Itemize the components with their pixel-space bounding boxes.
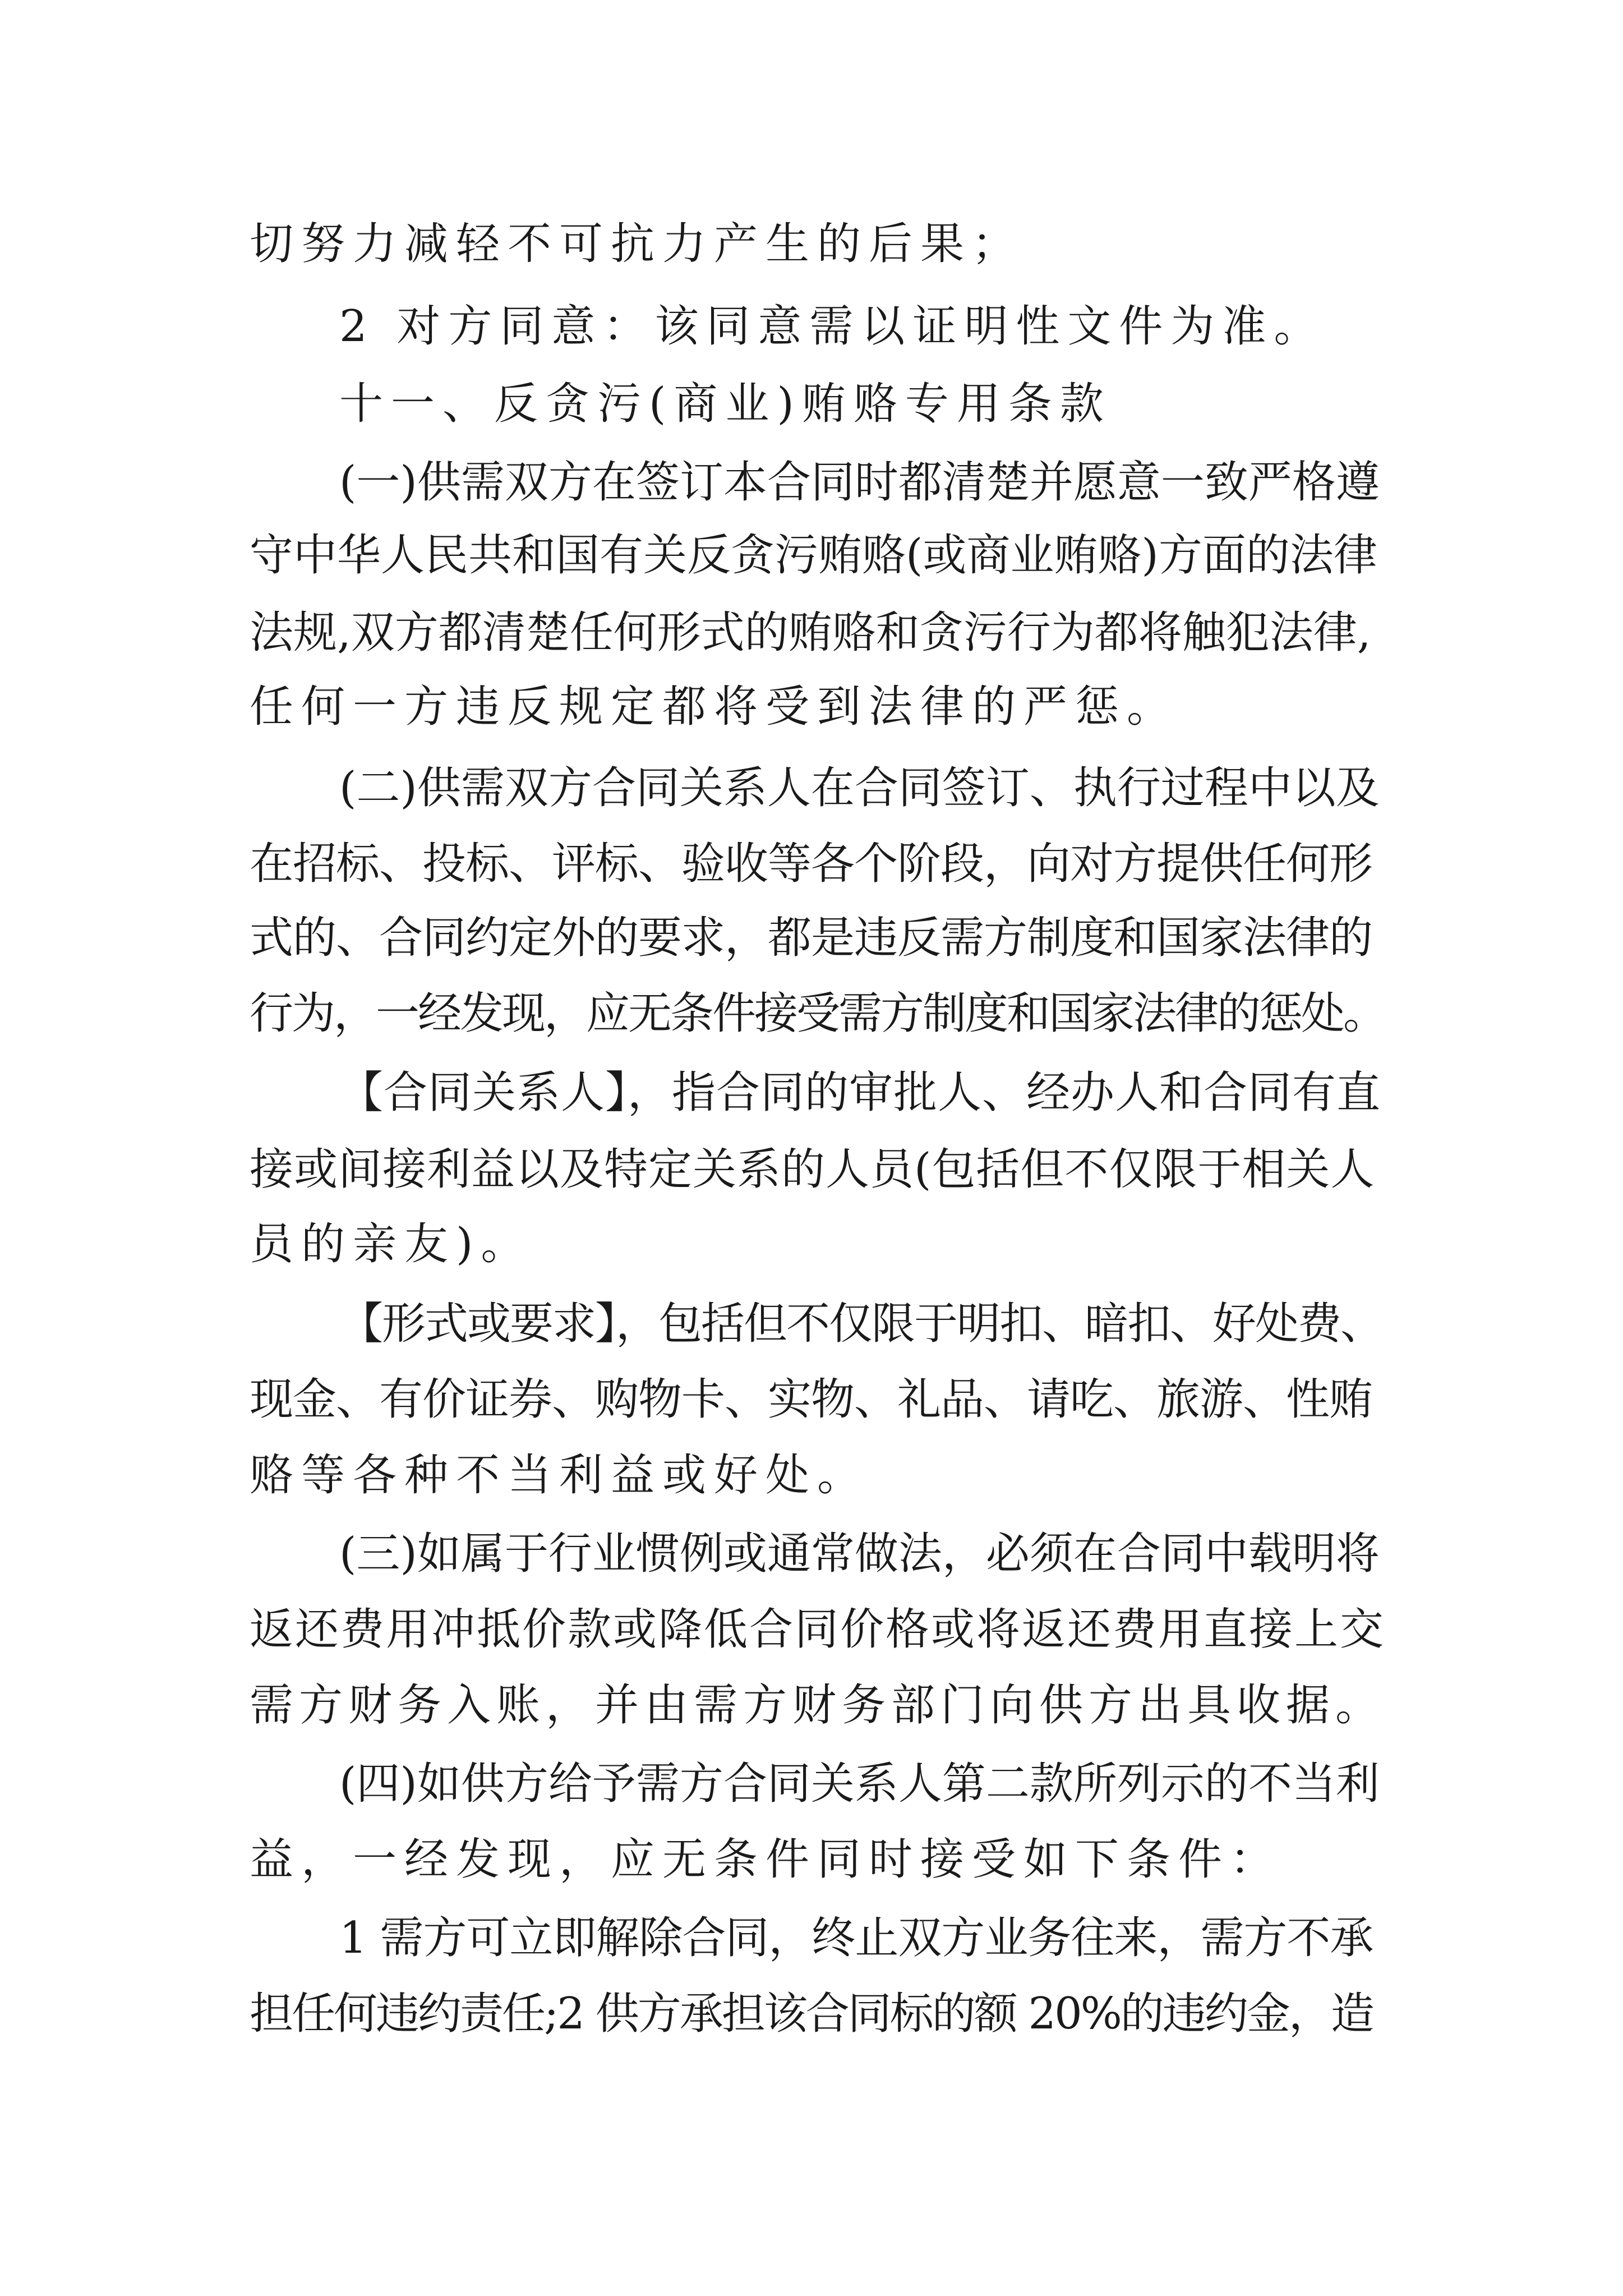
section-heading: 十一、反贪污(商业)贿赂专用条款 [339, 379, 1112, 429]
text-line: 法规,双方都清楚任何形式的贿赂和贪污行为都将触犯法律, [250, 608, 1371, 658]
text-line: 任何一方违反规定都将受到法律的严惩。 [250, 682, 1179, 732]
text-line: 【合同关系人】，指合同的审批人、经办人和合同有直 [339, 1068, 1381, 1118]
text-line: 在招标、投标、评标、验收等各个阶段，向对方提供任何形 [250, 839, 1373, 889]
text-line: 返还费用冲抵价款或降低合同价格或将返还费用直接上交 [250, 1604, 1386, 1655]
text-line: (一)供需双方在签订本合同时都清楚并愿意一致严格遵 [339, 457, 1380, 508]
text-line: 2 对方同意：该同意需以证明性文件为准。 [339, 301, 1326, 352]
text-line: 益，一经发现，应无条件同时接受如下条件： [250, 1834, 1282, 1885]
text-line: (四)如供方给予需方合同关系人第二款所列示的不当利 [339, 1759, 1380, 1809]
text-line: 切努力减轻不可抗力产生的后果； [250, 219, 1024, 269]
text-line: 现金、有价证券、购物卡、实物、礼品、请吃、旅游、性贿 [250, 1374, 1373, 1425]
text-line: 1 需方可立即解除合同，终止双方业务往来，需方不承 [339, 1913, 1373, 1963]
text-line: 接或间接利益以及特定关系的人员(包括但不仅限于相关人 [250, 1144, 1375, 1195]
text-line: 式的、合同约定外的要求，都是违反需方制度和国家法律的 [250, 913, 1373, 963]
text-line: 【形式或要求】，包括但不仅限于明扣、暗扣、好处费、 [339, 1299, 1384, 1349]
text-line: (三)如属于行业惯例或通常做法，必须在合同中载明将 [339, 1529, 1380, 1579]
text-line: 需方财务入账，并由需方财务部门向供方出具收据。 [250, 1680, 1385, 1731]
text-line: 担任何违约责任;2 供方承担该合同标的额 20%的违约金，造 [250, 1989, 1373, 2039]
text-line: (二)供需双方合同关系人在合同签订、执行过程中以及 [339, 763, 1380, 813]
text-line: 赂等各种不当利益或好处。 [250, 1450, 869, 1501]
text-line: 行为，一经发现，应无条件接受需方制度和国家法律的惩处。 [250, 988, 1386, 1039]
text-line: 守中华人民共和国有关反贪污贿赂(或商业贿赂)方面的法律 [250, 530, 1377, 581]
text-line: 员的亲友)。 [250, 1219, 533, 1269]
